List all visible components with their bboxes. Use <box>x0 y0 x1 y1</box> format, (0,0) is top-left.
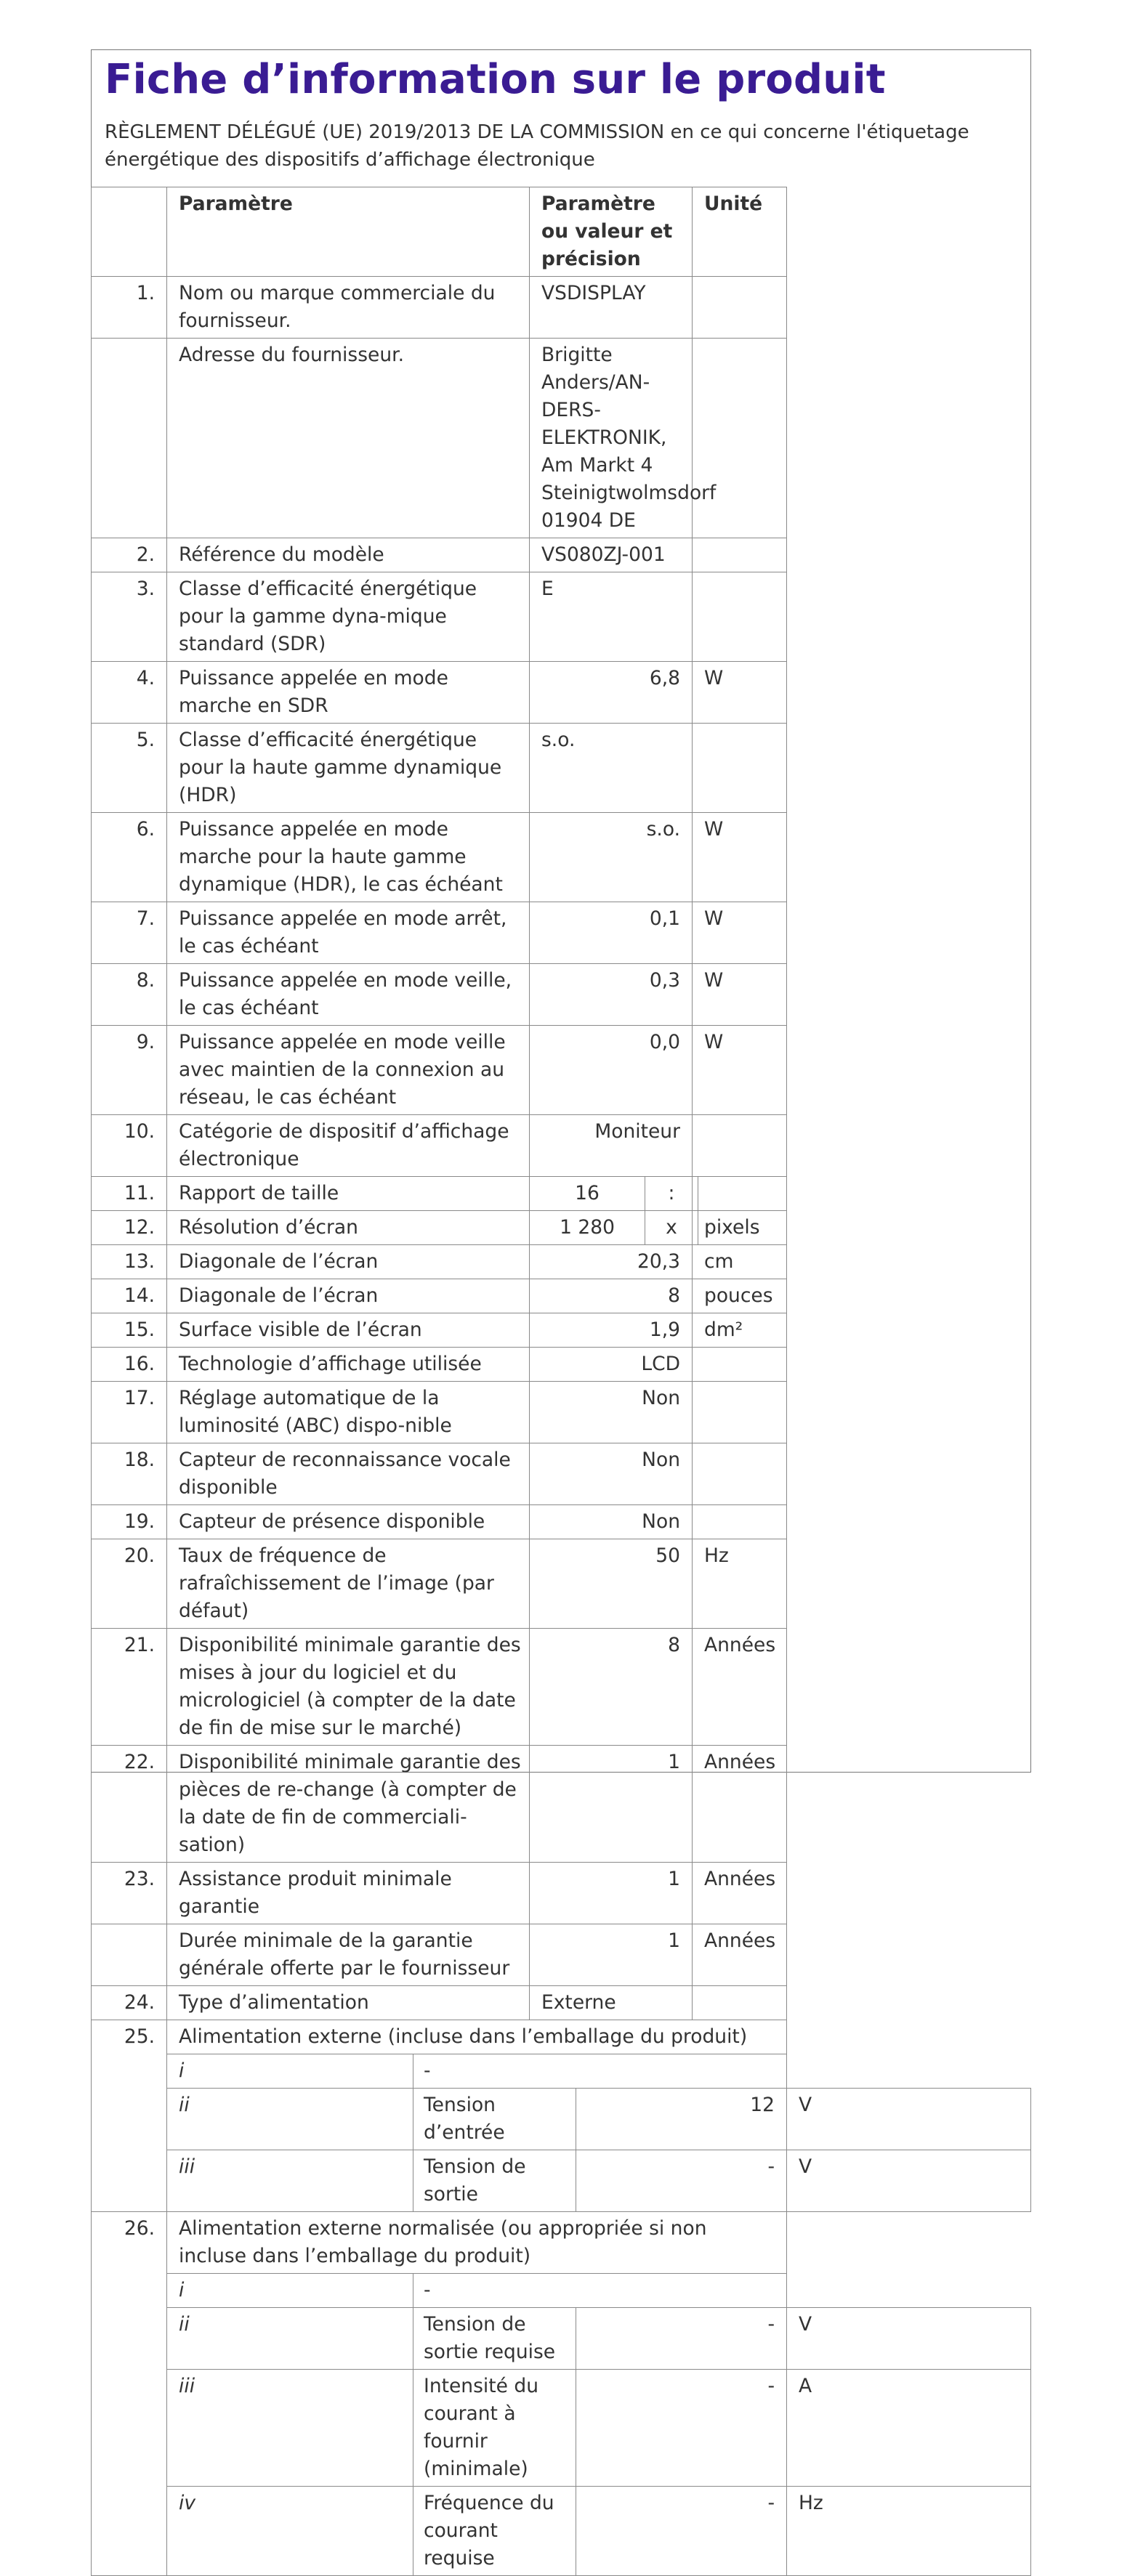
table-row <box>92 662 1031 724</box>
row-number <box>92 339 167 538</box>
row-parameter: Puissance appelée en mode marche pour la haute gamme dynamique (HDR), le cas échéant <box>167 813 530 902</box>
row-number: 16. <box>92 1348 167 1382</box>
header-unit: Unité <box>693 187 787 277</box>
table-row <box>92 1115 1031 1177</box>
row-number: 19. <box>92 1505 167 1539</box>
row-number: 18. <box>92 1443 167 1505</box>
table-row <box>92 1177 1031 1211</box>
row-number: 14. <box>92 1279 167 1313</box>
product-information-sheet <box>91 49 1031 2569</box>
row-value: 50 <box>530 1539 693 1629</box>
resolution-width: 1 280 <box>530 1211 645 1244</box>
table-row <box>92 277 1031 339</box>
sub-row-parameter: Tension d’entrée <box>413 2089 576 2150</box>
row-number: 26. <box>92 2212 167 2576</box>
row-value: Non <box>530 1505 693 1539</box>
row-unit <box>693 1505 787 1539</box>
sub-row-unit: V <box>787 2150 1031 2212</box>
row-value: 6,8 <box>530 662 693 724</box>
row-value: 0,3 <box>530 964 693 1026</box>
table-row <box>92 964 1031 1026</box>
sub-row-value: 12 <box>576 2089 787 2150</box>
table-row <box>92 339 1031 538</box>
sub-row-unit: A <box>787 2370 1031 2487</box>
ratio-value-cell <box>530 1177 693 1211</box>
table-row <box>92 813 1031 902</box>
row-value: Externe <box>530 1986 693 2020</box>
row-parameter: Puissance appelée en mode veille, le cas échéant <box>167 964 530 1026</box>
sub-row-index: ii <box>167 2308 413 2370</box>
sub-row-value: - <box>576 2308 787 2370</box>
resolution-value-cell <box>530 1211 693 1245</box>
table-row <box>92 2212 1031 2274</box>
row-unit <box>693 538 787 572</box>
row-parameter: Rapport de taille <box>167 1177 530 1211</box>
row-number: 8. <box>92 964 167 1026</box>
row-number: 25. <box>92 2020 167 2212</box>
table-row <box>92 724 1031 813</box>
table-row <box>92 538 1031 572</box>
row-parameter: Puissance appelée en mode marche en SDR <box>167 662 530 724</box>
sub-row <box>92 2089 1031 2150</box>
row-unit: Années <box>693 1924 787 1986</box>
row-number: 3. <box>92 572 167 662</box>
row-parameter: Puissance appelée en mode veille avec maintien de la connexion au réseau, le cas échéant <box>167 1026 530 1115</box>
row-number: 11. <box>92 1177 167 1211</box>
table-row <box>92 1443 1031 1505</box>
row-value: VSDISPLAY <box>530 277 693 339</box>
row-unit <box>693 277 787 339</box>
table-row <box>92 1279 1031 1313</box>
row-unit: Années <box>693 1746 787 1863</box>
row-value: E <box>530 572 693 662</box>
row-parameter: Classe d’efficacité énergétique pour la gamme dyna-mique standard (SDR) <box>167 572 530 662</box>
sub-row <box>92 2308 1031 2370</box>
row-unit: W <box>693 813 787 902</box>
row-number: 5. <box>92 724 167 813</box>
table-row <box>92 1863 1031 1924</box>
row-unit <box>693 572 787 662</box>
row-number: 4. <box>92 662 167 724</box>
row-number: 7. <box>92 902 167 964</box>
row-unit <box>693 1115 787 1177</box>
row-value: Non <box>530 1443 693 1505</box>
section-heading: Alimentation externe (incluse dans l’emballage du produit) <box>167 2020 787 2054</box>
row-unit <box>693 1443 787 1505</box>
table-row <box>92 1986 1031 2020</box>
row-unit: dm² <box>693 1313 787 1348</box>
row-number: 2. <box>92 538 167 572</box>
table-row <box>92 1348 1031 1382</box>
row-parameter: Adresse du fournisseur. <box>167 339 530 538</box>
ratio-separator: : <box>645 1177 698 1210</box>
row-value: 1 <box>530 1863 693 1924</box>
table-row <box>92 902 1031 964</box>
row-number: 21. <box>92 1629 167 1746</box>
row-parameter: Taux de fréquence de rafraîchissement de l’image (par défaut) <box>167 1539 530 1629</box>
row-parameter: Nom ou marque commerciale du fournisseur. <box>167 277 530 339</box>
table-row <box>92 1505 1031 1539</box>
row-parameter: Diagonale de l’écran <box>167 1245 530 1279</box>
row-value: LCD <box>530 1348 693 1382</box>
row-value: s.o. <box>530 813 693 902</box>
row-number: 1. <box>92 277 167 339</box>
row-unit: W <box>693 662 787 724</box>
sub-row-unit: V <box>787 2308 1031 2370</box>
row-value: Non <box>530 1382 693 1443</box>
row-value: s.o. <box>530 724 693 813</box>
sub-row <box>92 2274 1031 2308</box>
row-number: 13. <box>92 1245 167 1279</box>
row-unit: pixels <box>693 1211 787 1245</box>
row-parameter: Durée minimale de la garantie générale offerte par le fournisseur <box>167 1924 530 1986</box>
row-unit <box>693 1382 787 1443</box>
sub-row-index: iv <box>167 2487 413 2576</box>
sub-row-parameter: Tension de sortie <box>413 2150 576 2212</box>
section-heading: Alimentation externe normalisée (ou appropriée si non incluse dans l’emballage du produit) <box>167 2212 787 2274</box>
row-unit <box>693 1348 787 1382</box>
header-value: Paramètre ou valeur et précision <box>530 187 693 277</box>
row-number: 10. <box>92 1115 167 1177</box>
row-value: 20,3 <box>530 1245 693 1279</box>
sub-row-index: iii <box>167 2150 413 2212</box>
row-unit: pouces <box>693 1279 787 1313</box>
sub-row-value: - <box>576 2487 787 2576</box>
row-parameter: Assistance produit minimale garantie <box>167 1863 530 1924</box>
row-number: 15. <box>92 1313 167 1348</box>
row-number: 9. <box>92 1026 167 1115</box>
table-row <box>92 1382 1031 1443</box>
row-number: 22. <box>92 1746 167 1863</box>
sub-row-parameter: - <box>413 2274 787 2308</box>
row-unit <box>693 339 787 538</box>
row-value: 1,9 <box>530 1313 693 1348</box>
row-unit <box>693 1177 787 1211</box>
row-value: 1 <box>530 1746 693 1863</box>
row-value: VS080ZJ-001 <box>530 538 693 572</box>
sub-row-parameter: Fréquence du courant requise <box>413 2487 576 2576</box>
row-unit: W <box>693 1026 787 1115</box>
sub-row-unit: Hz <box>787 2487 1031 2576</box>
row-parameter: Puissance appelée en mode arrêt, le cas échéant <box>167 902 530 964</box>
row-parameter: Surface visible de l’écran <box>167 1313 530 1348</box>
row-value: 8 <box>530 1629 693 1746</box>
table-header-row <box>92 187 1031 277</box>
resolution-separator: x <box>645 1211 698 1244</box>
row-value: 8 <box>530 1279 693 1313</box>
sub-row <box>92 2487 1031 2576</box>
row-unit <box>693 724 787 813</box>
sub-row-index: iii <box>167 2370 413 2487</box>
row-parameter: Disponibilité minimale garantie des pièces de re-change (à compter de la date de fin de commerciali-sation) <box>167 1746 530 1863</box>
sub-row-index: i <box>167 2054 413 2089</box>
row-parameter: Technologie d’affichage utilisée <box>167 1348 530 1382</box>
ratio-width: 16 <box>530 1177 645 1210</box>
sub-row <box>92 2150 1031 2212</box>
row-number: 17. <box>92 1382 167 1443</box>
table-row <box>92 1629 1031 1746</box>
row-unit: Hz <box>693 1539 787 1629</box>
row-parameter: Classe d’efficacité énergétique pour la haute gamme dynamique (HDR) <box>167 724 530 813</box>
row-unit: cm <box>693 1245 787 1279</box>
row-value: 0,1 <box>530 902 693 964</box>
row-parameter: Diagonale de l’écran <box>167 1279 530 1313</box>
resolution-subtable <box>530 1211 698 1244</box>
row-parameter: Type d’alimentation <box>167 1986 530 2020</box>
row-parameter: Réglage automatique de la luminosité (ABC) dispo-nible <box>167 1382 530 1443</box>
row-number <box>92 1924 167 1986</box>
row-unit: W <box>693 964 787 1026</box>
sub-row-unit: V <box>787 2089 1031 2150</box>
table-row <box>92 1746 1031 1863</box>
table-row <box>92 572 1031 662</box>
row-number: 6. <box>92 813 167 902</box>
table-row <box>92 2020 1031 2054</box>
row-number: 12. <box>92 1211 167 1245</box>
sub-row-parameter: - <box>413 2054 787 2089</box>
header-parameter: Paramètre <box>167 187 530 277</box>
row-value: 1 <box>530 1924 693 1986</box>
parameter-table <box>91 187 1031 2576</box>
regulation-subtitle: RÈGLEMENT DÉLÉGUÉ (UE) 2019/2013 DE LA COMMISSION en ce qui concerne l'étiquetage énergétique des dispositifs d’affichage électronique <box>105 121 969 171</box>
table-row <box>92 1313 1031 1348</box>
table-row <box>92 1245 1031 1279</box>
sub-row-index: ii <box>167 2089 413 2150</box>
table-row <box>92 1924 1031 1986</box>
sub-row-parameter: Intensité du courant à fournir (minimale) <box>413 2370 576 2487</box>
sub-row-index: i <box>167 2274 413 2308</box>
sub-row-parameter: Tension de sortie requise <box>413 2308 576 2370</box>
sub-row <box>92 2370 1031 2487</box>
row-parameter: Catégorie de dispositif d’affichage électronique <box>167 1115 530 1177</box>
header-number-cell <box>92 187 167 277</box>
row-parameter: Référence du modèle <box>167 538 530 572</box>
sub-row-value: - <box>576 2150 787 2212</box>
row-parameter: Résolution d’écran <box>167 1211 530 1245</box>
table-row <box>92 1539 1031 1629</box>
sub-row <box>92 2054 1031 2089</box>
row-number: 24. <box>92 1986 167 2020</box>
sheet-title: Fiche d’information sur le produit <box>105 56 886 103</box>
row-unit: W <box>693 902 787 964</box>
row-number: 20. <box>92 1539 167 1629</box>
row-parameter: Capteur de reconnaissance vocale disponible <box>167 1443 530 1505</box>
row-parameter: Disponibilité minimale garantie des mises à jour du logiciel et du micrologiciel (à compter de la date de fin de mise sur le marché) <box>167 1629 530 1746</box>
sub-row-value: - <box>576 2370 787 2487</box>
row-unit: Années <box>693 1863 787 1924</box>
row-value: Brigitte Anders/AN-DERS-ELEKTRONIK, Am Markt 4 Steinigtwolmsdorf 01904 DE <box>530 339 693 538</box>
table-row <box>92 1211 1031 1245</box>
ratio-subtable <box>530 1177 698 1210</box>
table-row <box>92 1026 1031 1115</box>
row-unit: Années <box>693 1629 787 1746</box>
row-value: Moniteur <box>530 1115 693 1177</box>
row-number: 23. <box>92 1863 167 1924</box>
row-unit <box>693 1986 787 2020</box>
row-parameter: Capteur de présence disponible <box>167 1505 530 1539</box>
row-value: 0,0 <box>530 1026 693 1115</box>
